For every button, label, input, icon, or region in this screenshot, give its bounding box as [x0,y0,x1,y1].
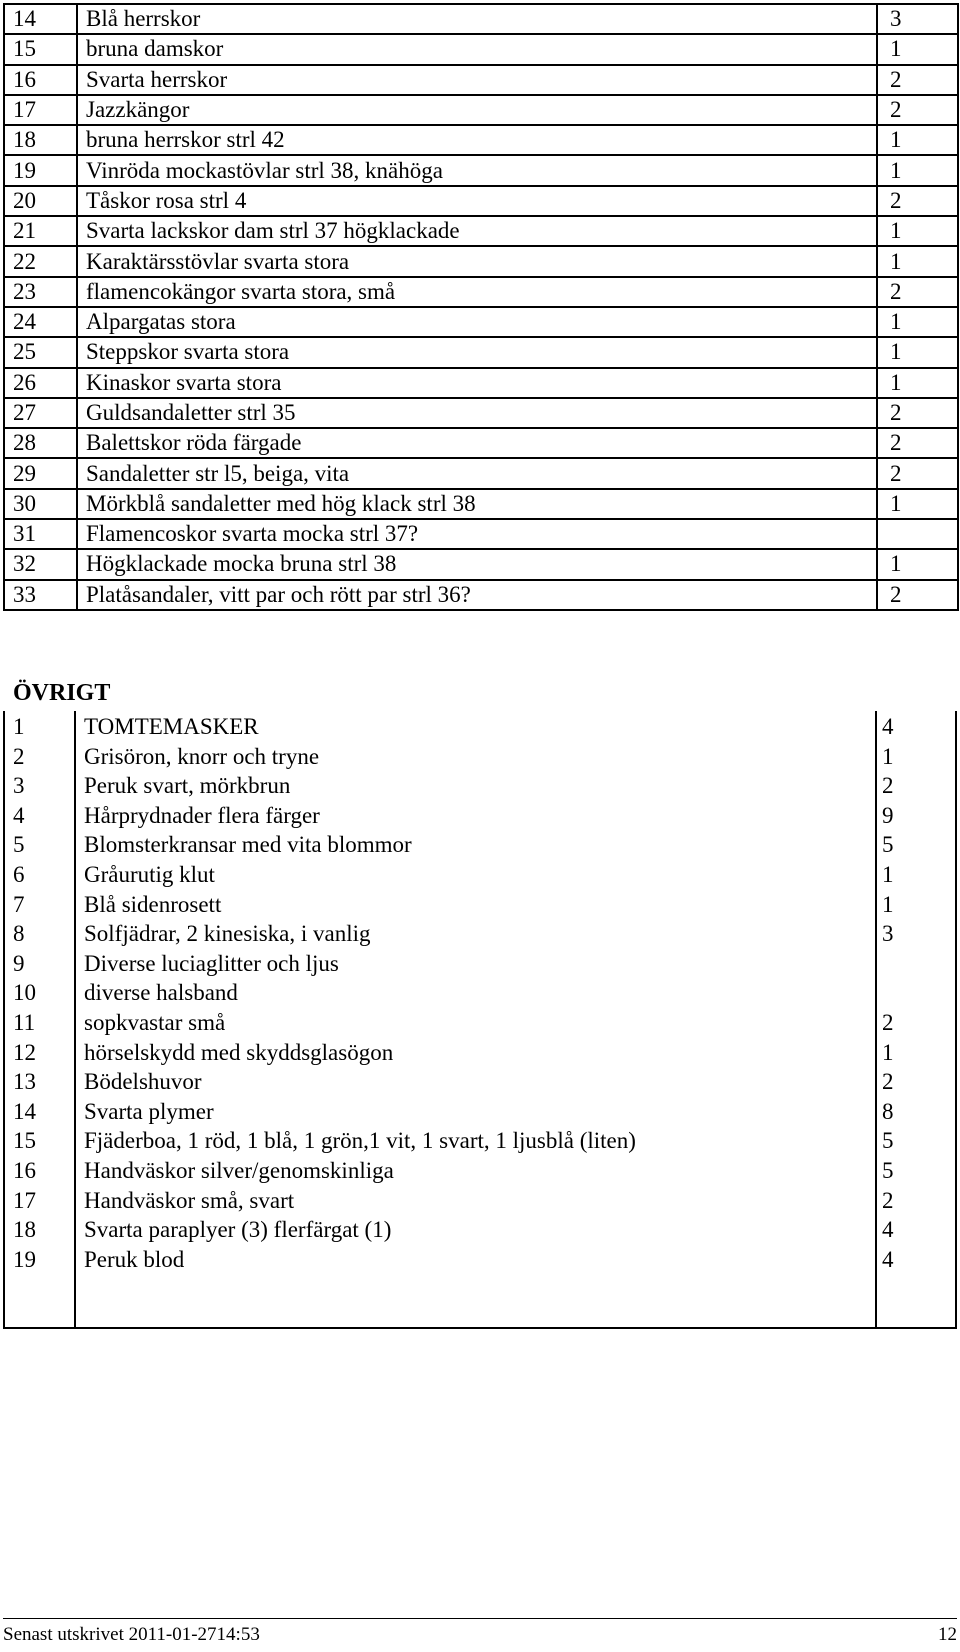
item-description: hörselskydd med skyddsglasögon [84,1039,394,1065]
item-description: Svarta plymer [84,1098,214,1124]
list-item [3,977,957,1008]
row-number: 17 [13,1187,36,1213]
item-quantity: 2 [877,580,958,610]
footer-divider [3,1618,957,1619]
item-quantity: 2 [877,398,958,428]
item-quantity: 1 [882,862,894,887]
row-number: 12 [13,1039,36,1065]
item-description: Alpargatas stora [77,307,877,337]
row-number: 14 [4,4,77,34]
row-number: 31 [4,519,77,549]
row-number: 15 [4,34,77,64]
item-description: Sandaletter str l5, beiga, vita [77,458,877,488]
row-number: 20 [4,186,77,216]
row-number: 13 [13,1069,36,1095]
row-number: 18 [4,125,77,155]
table-row [4,65,958,95]
item-quantity: 3 [877,4,958,34]
item-quantity: 1 [877,307,958,337]
item-quantity: 9 [882,802,894,828]
row-number: 16 [4,65,77,95]
item-quantity: 4 [882,1246,894,1272]
list-item [3,829,957,860]
table-row [4,368,958,398]
page-number: 12 [938,1624,957,1645]
shoes-table [3,3,959,611]
item-description: Grisöron, knorr och tryne [84,743,320,769]
table-row [4,307,958,337]
item-quantity: 1 [877,216,958,246]
page-footer [3,1618,957,1648]
row-number: 2 [13,743,25,769]
item-quantity: 2 [877,428,958,458]
list-item [3,741,957,772]
table-row [4,277,958,307]
row-number: 21 [4,216,77,246]
item-description: Svarta lackskor dam strl 37 högklackade [77,216,877,246]
item-quantity: 1 [877,337,958,367]
item-description: Fjäderboa, 1 röd, 1 blå, 1 grön,1 vit, 1 svart, 1 ljusblå (liten) [84,1128,636,1154]
item-quantity: 1 [877,246,958,276]
item-description: Guldsandaletter strl 35 [77,398,877,428]
row-number: 23 [4,277,77,307]
item-quantity: 1 [882,1039,894,1065]
row-number: 5 [13,832,25,858]
table-border-bottom [3,1327,957,1329]
item-description: Solfjädrar, 2 kinesiska, i vanlig [84,921,371,947]
table-row [4,246,958,276]
list-item [3,1155,957,1186]
row-number: 8 [13,921,25,947]
item-description: Jazzkängor [77,95,877,125]
item-quantity: 2 [882,1187,894,1213]
table-row [4,125,958,155]
list-item [3,889,957,920]
item-description: Handväskor små, svart [84,1187,295,1213]
item-quantity: 2 [877,277,958,307]
row-number: 14 [13,1098,36,1124]
row-number: 30 [4,489,77,519]
row-number: 33 [4,580,77,610]
row-number: 9 [13,950,25,976]
item-quantity [877,519,958,549]
item-quantity: 5 [882,1128,894,1154]
item-description: Blå herrskor [77,4,877,34]
row-number: 19 [13,1246,36,1272]
item-description: Handväskor silver/genomskinliga [84,1158,394,1183]
row-number: 6 [13,862,25,887]
table-row [4,186,958,216]
item-description: Peruk blod [84,1246,185,1272]
item-description: Balettskor röda färgade [77,428,877,458]
item-quantity: 3 [882,921,894,947]
item-description: Svarta herrskor [77,65,877,95]
item-description: TOMTEMASKER [84,714,259,739]
item-quantity: 1 [877,368,958,398]
row-number: 10 [13,980,36,1006]
item-quantity: 1 [882,891,894,917]
item-quantity: 1 [877,549,958,579]
item-description: Vinröda mockastövlar strl 38, knähöga [77,155,877,185]
item-description: Blomsterkransar med vita blommor [84,832,412,858]
table-row [4,155,958,185]
row-number: 19 [4,155,77,185]
item-description: Svarta paraplyer (3) flerfärgat (1) [84,1217,392,1243]
item-description: Platåsandaler, vitt par och rött par strl 36? [77,580,877,610]
row-number: 15 [13,1128,36,1154]
row-number: 27 [4,398,77,428]
list-item [3,770,957,801]
list-item [3,1244,957,1275]
table-row [4,549,958,579]
row-number: 11 [13,1010,36,1035]
table-row [4,519,958,549]
item-quantity: 1 [882,743,894,769]
item-quantity: 1 [877,125,958,155]
table-row [4,4,958,34]
row-number: 18 [13,1217,36,1243]
list-item [3,1185,957,1216]
row-number: 25 [4,337,77,367]
item-quantity: 5 [882,832,894,858]
item-description: Karaktärsstövlar svarta stora [77,246,877,276]
row-number: 1 [13,714,25,739]
row-number: 22 [4,246,77,276]
item-description: Mörkblå sandaletter med hög klack strl 38 [77,489,877,519]
item-description: Bödelshuvor [84,1069,202,1095]
misc-table [3,711,957,1331]
shoes-table-body [4,4,958,610]
item-quantity: 5 [882,1158,894,1183]
row-number: 24 [4,307,77,337]
row-number: 26 [4,368,77,398]
item-quantity: 2 [877,65,958,95]
item-quantity: 2 [877,186,958,216]
list-item [3,859,957,890]
item-quantity: 1 [877,155,958,185]
item-description: Kinaskor svarta stora [77,368,877,398]
table-row [4,489,958,519]
print-date-text: Senast utskrivet 2011-01-2714:53 [3,1624,260,1645]
row-number: 3 [13,773,25,799]
list-item [3,918,957,949]
list-item [3,1007,957,1038]
list-item [3,1214,957,1245]
table-row [4,95,958,125]
table-row [4,216,958,246]
item-description: sopkvastar små [84,1010,226,1035]
row-number: 7 [13,891,25,917]
item-quantity: 2 [877,95,958,125]
table-row [4,34,958,64]
item-description: Peruk svart, mörkbrun [84,773,291,799]
item-description: Gråurutig klut [84,862,215,887]
list-item [3,1066,957,1097]
list-item [3,800,957,831]
item-description: Hårprydnader flera färger [84,802,320,828]
item-description: Flamencoskor svarta mocka strl 37? [77,519,877,549]
row-number: 17 [4,95,77,125]
item-quantity: 4 [882,1217,894,1243]
table-row [4,398,958,428]
row-number: 4 [13,802,25,828]
item-quantity: 2 [882,1069,894,1095]
item-description: bruna herrskor strl 42 [77,125,877,155]
item-description: Blå sidenrosett [84,891,222,917]
row-number: 16 [13,1158,36,1183]
item-quantity: 1 [877,489,958,519]
item-quantity: 2 [882,1010,894,1035]
list-item [3,711,957,742]
item-quantity: 8 [882,1098,894,1124]
table-row [4,458,958,488]
list-item [3,948,957,979]
item-quantity: 1 [877,34,958,64]
item-description: diverse halsband [84,980,238,1006]
item-description: Tåskor rosa strl 4 [77,186,877,216]
section-heading-ovrigt: ÖVRIGT [13,680,111,706]
row-number: 28 [4,428,77,458]
table-row [4,337,958,367]
item-description: bruna damskor [77,34,877,64]
list-item [3,1096,957,1127]
item-quantity: 2 [877,458,958,488]
list-item [3,1037,957,1068]
item-description: flamencokängor svarta stora, små [77,277,877,307]
item-description: Diverse luciaglitter och ljus [84,950,339,976]
item-description: Steppskor svarta stora [77,337,877,367]
row-number: 29 [4,458,77,488]
list-item [3,1125,957,1156]
table-row [4,428,958,458]
item-description: Högklackade mocka bruna strl 38 [77,549,877,579]
table-row [4,580,958,610]
row-number: 32 [4,549,77,579]
item-quantity: 4 [882,714,894,739]
item-quantity: 2 [882,773,894,799]
